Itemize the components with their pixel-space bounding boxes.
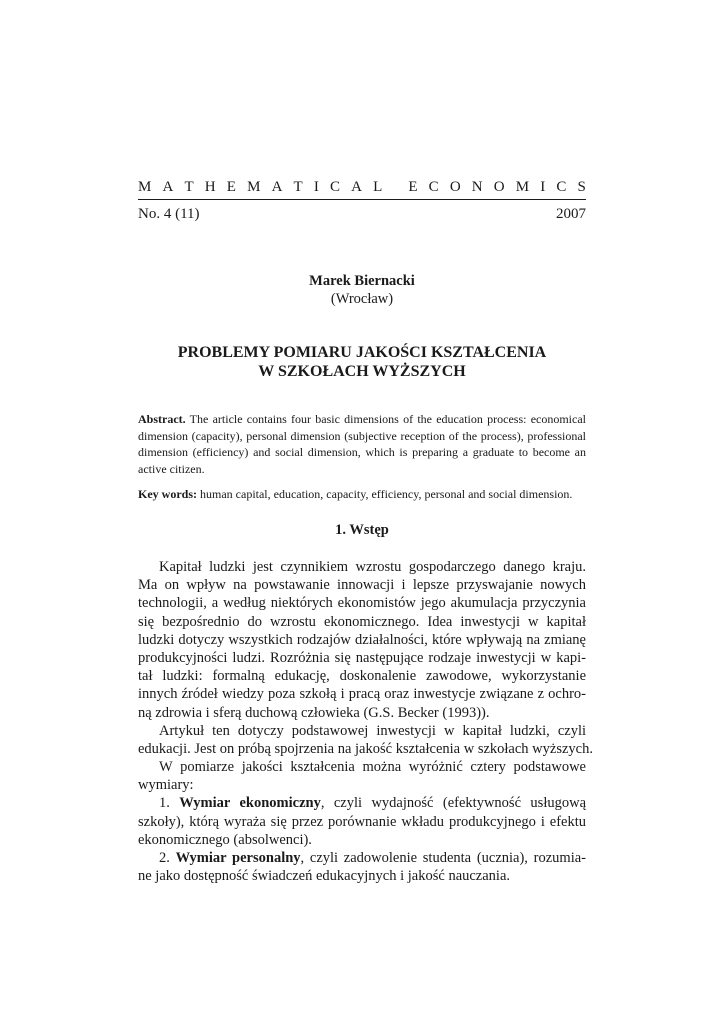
- text-line: edukacji. Jest on próbą spojrzenia na jakość kształcenia w szkołach wyższych.: [138, 740, 593, 757]
- journal-letter: A: [351, 179, 362, 195]
- journal-letter: C: [428, 179, 439, 195]
- text-line: [138, 794, 586, 812]
- paper-title: [138, 343, 586, 381]
- text-line: ną zdrowia i sferą duchową człowieka (G.S. Becker (1993)).: [138, 704, 490, 721]
- journal-letter: C: [330, 179, 341, 195]
- text-line: tał ludzki: formalną edukację, doskonalenie zawodowe, wykorzystanie: [138, 668, 586, 685]
- dimension-name: Wymiar personalny: [175, 850, 301, 866]
- keywords: [138, 486, 586, 502]
- journal-letter: H: [204, 179, 216, 195]
- section-heading: 1. Wstęp: [335, 522, 389, 538]
- keywords-text: human capital, education, capacity, efficiency, personal and social dimension.: [197, 487, 573, 501]
- journal-letter: I: [540, 179, 546, 195]
- title-line-1: PROBLEMY POMIARU JAKOŚCI KSZTAŁCENIA: [177, 344, 547, 361]
- journal-letter: M: [515, 179, 530, 195]
- journal-letter: C: [556, 179, 567, 195]
- journal-letter: E: [226, 179, 236, 195]
- text-line: W pomiarze jakości kształcenia można wyróżnić cztery podstawowe: [159, 759, 586, 776]
- journal-letter: T: [293, 179, 303, 195]
- journal-letter: T: [184, 179, 194, 195]
- keywords-label: Key words:: [138, 487, 197, 501]
- journal-letter: S: [577, 179, 586, 195]
- journal-letter: O: [493, 179, 505, 195]
- journal-title: [138, 177, 586, 199]
- journal-letter: N: [471, 179, 483, 195]
- author-name: Marek Biernacki: [309, 273, 415, 289]
- paragraph-2: [138, 722, 593, 758]
- journal-letter: I: [313, 179, 319, 195]
- author-affiliation: (Wrocław): [330, 291, 394, 307]
- paragraph-1: [138, 558, 586, 722]
- dimension-name: Wymiar ekonomiczny: [179, 795, 321, 812]
- text-line: szkoły), którą wyraża się przez porównanie wkładu produkcyjnego i efektu: [138, 813, 586, 830]
- paragraph-5: [138, 849, 586, 885]
- issue-row: [138, 205, 586, 223]
- list-number: 2.: [159, 850, 176, 866]
- text-line: ekonomicznego (absolwenci).: [138, 831, 312, 848]
- text-line: się bezpośrednio do wzrostu ekonomicznego. Idea inwestycji w kapitał: [138, 613, 586, 630]
- line-rest: , czyli wydajność (efektywność usługową: [320, 795, 586, 812]
- journal-letter: M: [247, 179, 261, 195]
- abstract-text: The article contains four basic dimensions of the education process: economical dimension (capacity), personal dimension (subjective reception of the process), professional dimension (efficiency) and social dimension, which is preparing a graduate to become an active citizen.: [138, 412, 586, 476]
- line-rest: , czyli zadowolenie studenta (ucznia), rozumia-: [300, 850, 586, 866]
- text-line: Kapitał ludzki jest czynnikiem wzrostu gospodarczego danego kraju.: [159, 559, 586, 575]
- issue-number: No. 4 (11): [138, 206, 200, 222]
- text-line: ludzki dotyczy wszystkich rodzajów działalności, które wpływają na zmianę: [138, 631, 586, 648]
- journal-letter: E: [408, 179, 418, 195]
- journal-letter: A: [271, 179, 283, 195]
- title-line-2: W SZKOŁACH WYŻSZYCH: [258, 363, 466, 380]
- paragraph-4: [138, 794, 586, 849]
- text-line: Ma on wpływ na powstawanie innowacji i lepsze przyswajanie nowych: [138, 577, 586, 594]
- text-line: ne jako dostępność świadczeń edukacyjnych i jakość nauczania.: [138, 868, 511, 885]
- text-line: innych źródeł wiedzy poza szkołą i pracą oraz inwestycje związane z ochro-: [138, 686, 586, 703]
- body-text: [138, 558, 593, 885]
- issue-year: 2007: [556, 206, 586, 222]
- list-number: 1.: [159, 795, 180, 812]
- text-line: produkcyjności ludzi. Rozróżnia się następujące rodzaje inwestycji w kapi-: [138, 649, 586, 666]
- text-line: [138, 849, 586, 867]
- header-rule: [138, 199, 586, 200]
- abstract-label: Abstract.: [138, 412, 186, 426]
- journal-letter: L: [373, 179, 383, 195]
- journal-letter: O: [449, 179, 461, 195]
- journal-letter: A: [162, 179, 174, 195]
- abstract: [138, 411, 586, 477]
- text-line: wymiary:: [138, 777, 194, 794]
- journal-letter: M: [138, 179, 152, 195]
- text-line: technologii, a według niektórych ekonomistów jego akumulacja przyczynia: [138, 595, 586, 612]
- journal-letter: [393, 177, 397, 199]
- text-line: Artykuł ten dotyczy podstawowej inwestycji w kapitał ludzki, czyli: [159, 722, 586, 739]
- paragraph-3: [138, 758, 586, 794]
